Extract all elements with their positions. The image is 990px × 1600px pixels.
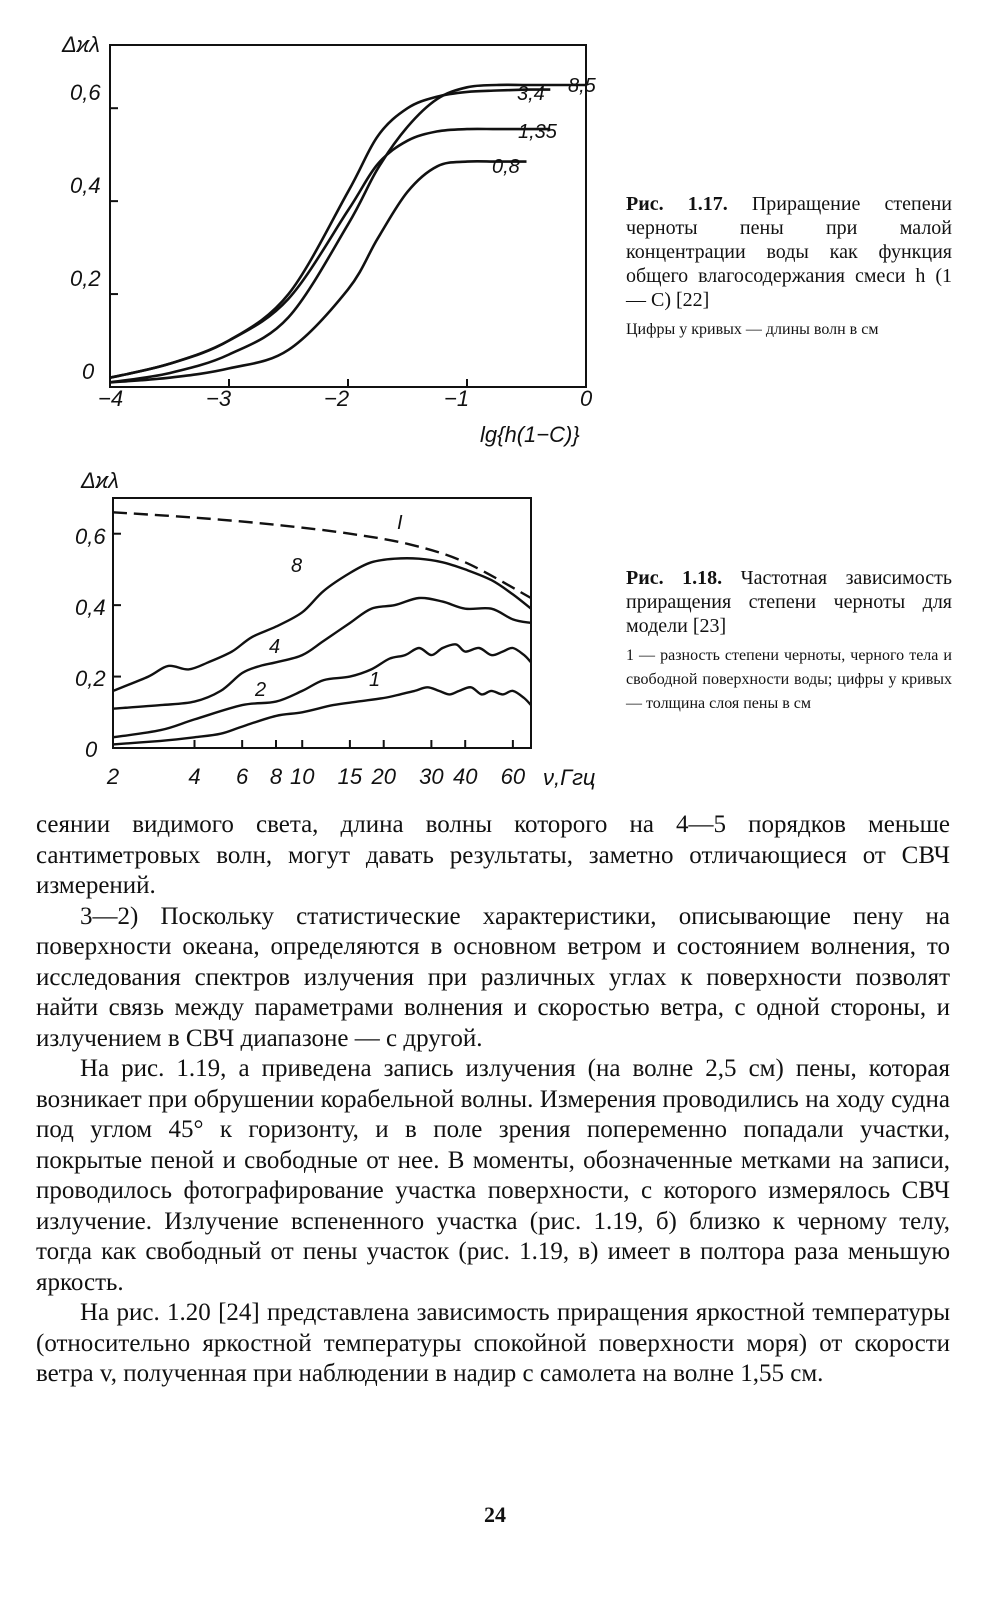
curve-0-8 [110,161,527,382]
curve-2 [113,644,531,737]
figure-1-17-caption [626,192,952,342]
x-tick-label: 15 [337,764,363,789]
y-tick-label: 0,2 [75,666,106,691]
paragraph: На рис. 1.19, а приведена запись излучения (на волне 2,5 см) пены, которая возникает при обрушении корабельной волны. Измерения проводились на ходу судна под углом 45° к горизонту, и в поле зрения попеременно попадали участки, покрытые пеной и свободные от нее. В моменты, обозначенные метками на записи, проводилось фотографирование участка поверхности, с которого измерялось СВЧ излучение. Излучение вспененного участка (рис. 1.19, б) близко к черному телу, тогда как свободный от пены участок (рис. 1.19, в) имеет в полтора раза меньшую яркость. [36,1055,950,1296]
x-tick-label: 4 [188,764,201,789]
curve-3-4 [110,90,550,378]
y-axis-label: Δϰλ [81,470,119,493]
curve-8 [113,558,531,691]
x-tick-label: −2 [324,386,350,411]
plot-frame [110,45,586,387]
caption-note: 1 — разность степени черноты, черного тела и свободной поверхности воды; цифры у кривых — толщина слоя пены в см [626,647,952,712]
curve-4 [113,598,531,709]
y-tick-label: 0,6 [70,80,101,105]
curves [110,85,586,383]
x-tick-label: 2 [106,764,120,789]
x-tick-label: 30 [419,764,444,789]
caption-number: Рис. 1.18. [626,567,723,589]
x-axis-label: ν,Ггц [543,765,596,790]
curve-label-4: 4 [269,636,281,658]
curves [113,512,531,744]
curve-label-3-4: 3,4 [517,83,545,105]
x-tick-labels [106,764,526,789]
caption-text [626,566,952,638]
x-tick-label: 8 [269,764,283,789]
y-tick-label: 0,2 [70,266,101,291]
y-tick-label: 0,4 [70,173,101,198]
x-axis-label: lg{h(1−C)} [480,422,580,447]
x-tick-label: 6 [236,764,249,789]
x-tick-label: −3 [206,386,232,411]
curve-I [113,512,531,598]
y-tick-label: 0 [85,737,98,762]
curve-label-1-35: 1,35 [518,121,557,143]
caption-text [626,192,952,312]
curve-label-I: I [397,512,403,534]
figure-1-18-caption [626,566,952,716]
paragraph: 3—2) Поскольку статистические характеристики, описывающие пену на поверхности океана, определяются в основном ветром и состоянием волнения, то исследования спектров излучения при различных углах к поверхности позволят найти связь между параметрами волнения и скоростью ветра, с одной стороны, и излучением в СВЧ диапазоне — с другой. [36,902,950,1052]
curve-label-8-5: 8,5 [568,75,596,97]
page-number: 24 [484,1502,506,1527]
y-tick-label: 0,4 [75,595,106,620]
caption-note: Цифры у кривых — длины волн в см [626,321,879,338]
figure-1-17-chart [60,30,620,455]
x-tick-label: 40 [452,764,478,789]
x-tick-label: 10 [289,764,315,789]
body-text [36,810,950,1390]
curve-label-0-8: 0,8 [492,156,520,178]
y-tick-label: 0,6 [75,524,106,549]
x-tick-label: −4 [98,386,124,411]
paragraph: На рис. 1.20 [24] представлена зависимость приращения яркостной температуры (относительно яркостной температуры спокойной поверхности моря) от скорости ветра v, полученная при наблюдении в надир с самолета на волне 1,55 см. [36,1299,950,1387]
x-tick-label: 20 [371,764,396,789]
caption-body: Приращение степени черноты пены при малой концентрации воды как функция общего влагосодержания смеси h (1 — C) [22] [626,193,952,311]
x-tick-label: 60 [500,764,526,789]
curve-label-8: 8 [291,555,303,577]
curve-label-2: 2 [255,679,267,701]
curve-1 [113,687,531,744]
caption-body: Частотная зависимость приращения степени черноты для модели [23] [626,567,953,637]
y-axis-label: Δϰλ [62,32,100,57]
caption-number: Рис. 1.17. [626,193,728,215]
x-tick-label: −1 [444,386,470,411]
plot-frame [113,498,531,748]
figure-1-18-chart [75,470,615,800]
curve-label-1: 1 [369,669,381,691]
y-tick-label: 0 [82,359,95,384]
tick-marks [110,108,586,387]
paragraph: сеянии видимого света, длина волны которого на 4—5 порядков меньше сантиметровых волн, могут давать результаты, заметно отличающиеся от СВЧ измерений. [36,811,950,899]
x-tick-label: 0 [580,386,593,411]
